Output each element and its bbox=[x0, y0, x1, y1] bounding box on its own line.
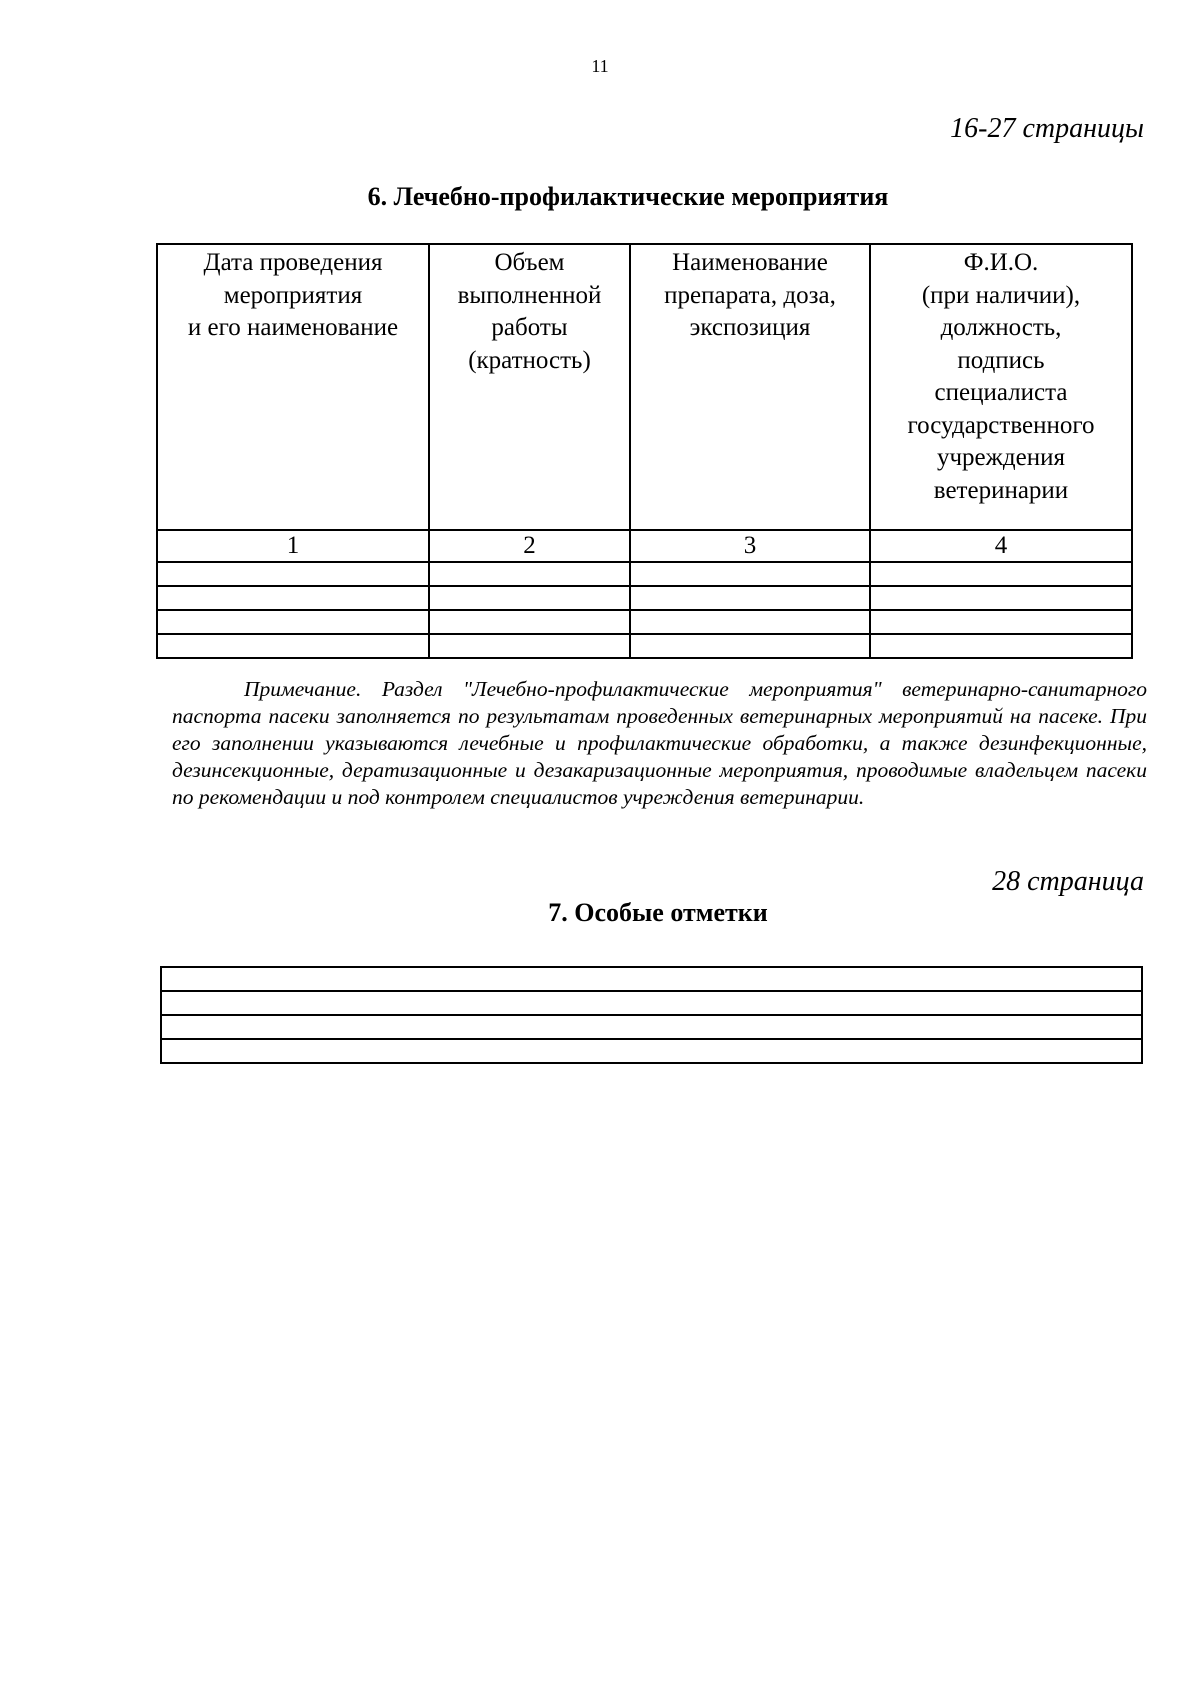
section6-title: 6. Лечебно-профилактические мероприятия bbox=[367, 182, 889, 211]
table-cell[interactable] bbox=[429, 610, 630, 634]
table-cell[interactable] bbox=[630, 634, 870, 658]
table-cell[interactable] bbox=[157, 634, 429, 658]
table-cell[interactable] bbox=[157, 586, 429, 610]
table-row bbox=[157, 634, 1132, 658]
table-row bbox=[161, 991, 1142, 1015]
section6-pages-note: 16-27 страницы bbox=[950, 113, 1144, 144]
column-number-row bbox=[157, 530, 1132, 562]
table-cell[interactable] bbox=[630, 610, 870, 634]
section7-pages-note: 28 страница bbox=[992, 866, 1144, 897]
remarks-table bbox=[160, 966, 1143, 1064]
table-row bbox=[161, 967, 1142, 991]
table-cell[interactable] bbox=[870, 562, 1132, 586]
table-cell[interactable] bbox=[870, 586, 1132, 610]
table-row bbox=[157, 562, 1132, 586]
remarks-cell[interactable] bbox=[161, 991, 1142, 1015]
column-number: 2 bbox=[429, 530, 630, 562]
column-number: 3 bbox=[630, 530, 870, 562]
table-row bbox=[161, 1015, 1142, 1039]
header-date-and-name: Дата проведения мероприятия и его наименование bbox=[157, 244, 429, 530]
table-cell[interactable] bbox=[429, 586, 630, 610]
table-header-row bbox=[157, 244, 1132, 530]
page-number: 11 bbox=[591, 56, 609, 76]
table-row bbox=[161, 1039, 1142, 1063]
table-cell[interactable] bbox=[429, 562, 630, 586]
header-drug-dose-exposure: Наименование препарата, доза, экспозиция bbox=[630, 244, 870, 530]
remarks-cell[interactable] bbox=[161, 967, 1142, 991]
column-number: 1 bbox=[157, 530, 429, 562]
header-work-volume: Объем выполненной работы (кратность) bbox=[429, 244, 630, 530]
table-cell[interactable] bbox=[157, 562, 429, 586]
treatment-table bbox=[156, 243, 1133, 659]
table-cell[interactable] bbox=[870, 634, 1132, 658]
table-cell[interactable] bbox=[870, 610, 1132, 634]
table-cell[interactable] bbox=[157, 610, 429, 634]
section7-title: 7. Особые отметки bbox=[548, 898, 768, 927]
section6-note: Примечание. Раздел "Лечебно-профилактические мероприятия" ветеринарно-санитарного паспорта пасеки заполняется по результатам проведенных ветеринарных мероприятий на пасеке. При его заполнении указываются лечебные и профилактические обработки, а также дезинфекционные, дезинсекционные, дератизационные и дезакаризационные мероприятия, проводимые владельцем пасеки по рекомендации и под контролем специалистов учреждения ветеринарии. bbox=[172, 677, 1147, 809]
column-number: 4 bbox=[870, 530, 1132, 562]
table-row bbox=[157, 586, 1132, 610]
table-cell[interactable] bbox=[630, 562, 870, 586]
remarks-cell[interactable] bbox=[161, 1015, 1142, 1039]
header-specialist-signature: Ф.И.О. (при наличии), должность, подпись специалиста государственного учреждения ветеринарии bbox=[870, 244, 1132, 530]
remarks-cell[interactable] bbox=[161, 1039, 1142, 1063]
table-cell[interactable] bbox=[630, 586, 870, 610]
table-row bbox=[157, 610, 1132, 634]
table-cell[interactable] bbox=[429, 634, 630, 658]
